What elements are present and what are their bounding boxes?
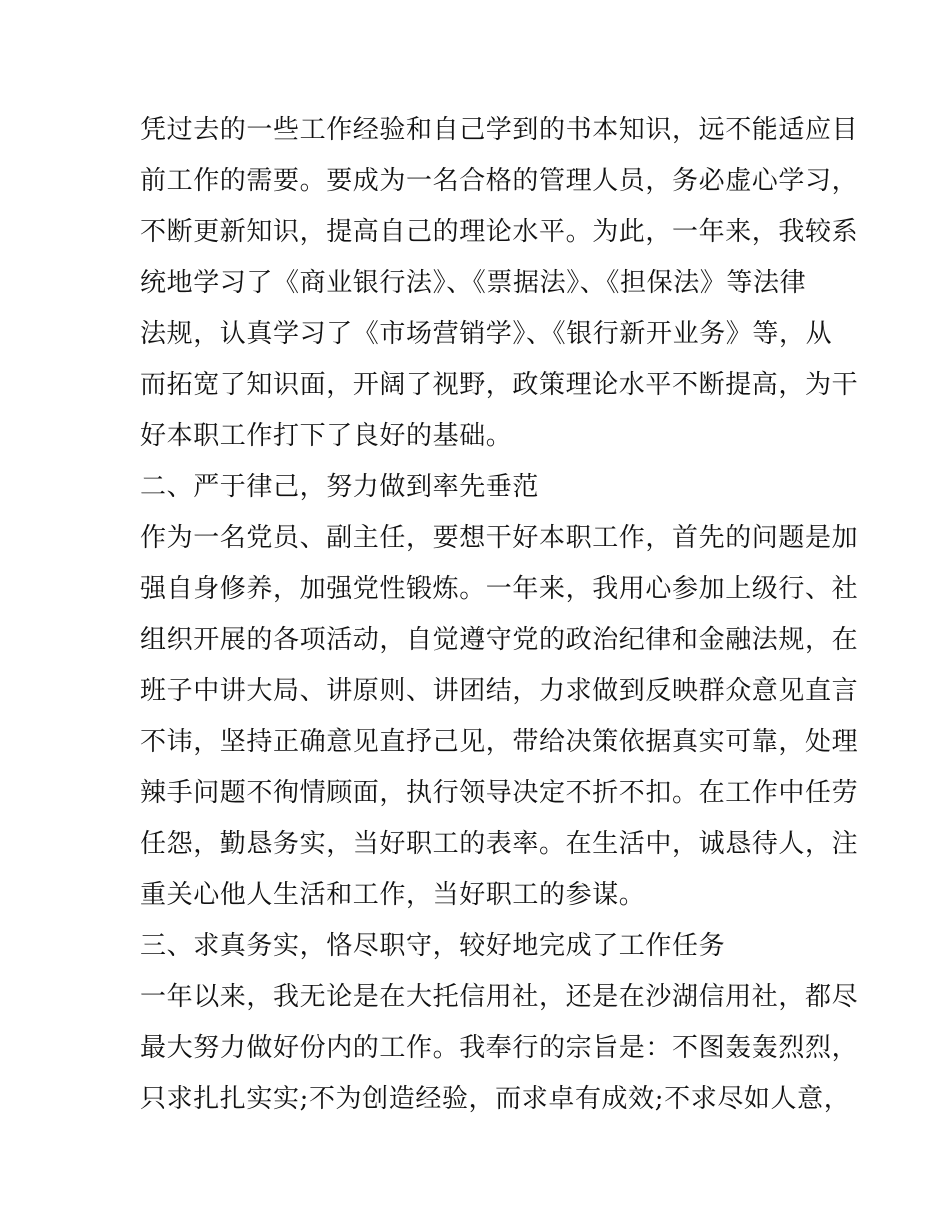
body-line-2: 前工作的需要。要成为一名合格的管理人员，务必虚心学习， [140,166,859,196]
body-line-3: 不断更新知识，提高自己的理论水平。为此，一年来，我较系 [140,217,859,247]
section-heading-2: 二、严于律己，努力做到率先垂范 [140,472,540,502]
section-heading-3: 三、求真务实，恪尽职守，较好地完成了工作任务 [140,931,726,961]
body-line-10: 强自身修养，加强党性锻炼。一年来，我用心参加上级行、社 [140,574,859,604]
body-line-1: 凭过去的一些工作经验和自己学到的书本知识，远不能适应目 [140,115,859,145]
body-line-9: 作为一名党员、副主任，要想干好本职工作，首先的问题是加 [140,523,859,553]
body-line-5: 法规，认真学习了《市场营销学》、《银行新开业务》等，从 [140,319,833,349]
document-body [140,105,859,1125]
body-line-20: 只求扎扎实实;不为创造经验，而求卓有成效;不求尽如人意， [140,1084,851,1114]
body-line-18: 一年以来，我无论是在大托信用社，还是在沙湖信用社，都尽 [140,982,859,1012]
body-line-14: 辣手问题不徇情顾面，执行领导决定不折不扣。在工作中任劳 [140,778,859,808]
body-line-6: 而拓宽了知识面，开阔了视野，政策理论水平不断提高，为干 [140,370,859,400]
body-line-4: 统地学习了《商业银行法》、《票据法》、《担保法》等法律 [140,268,807,298]
body-line-12: 班子中讲大局、讲原则、讲团结，力求做到反映群众意见直言 [140,676,859,706]
body-line-11: 组织开展的各项活动，自觉遵守党的政治纪律和金融法规，在 [140,625,859,655]
body-line-13: 不讳，坚持正确意见直抒己见，带给决策依据真实可靠，处理 [140,727,859,757]
body-line-7: 好本职工作打下了良好的基础。 [140,421,513,451]
body-line-19: 最大努力做好份内的工作。我奉行的宗旨是：不图轰轰烈烈， [140,1033,859,1063]
body-line-16: 重关心他人生活和工作，当好职工的参谋。 [140,880,646,910]
body-line-15: 任怨，勤恳务实，当好职工的表率。在生活中，诚恳待人，注 [140,829,859,859]
